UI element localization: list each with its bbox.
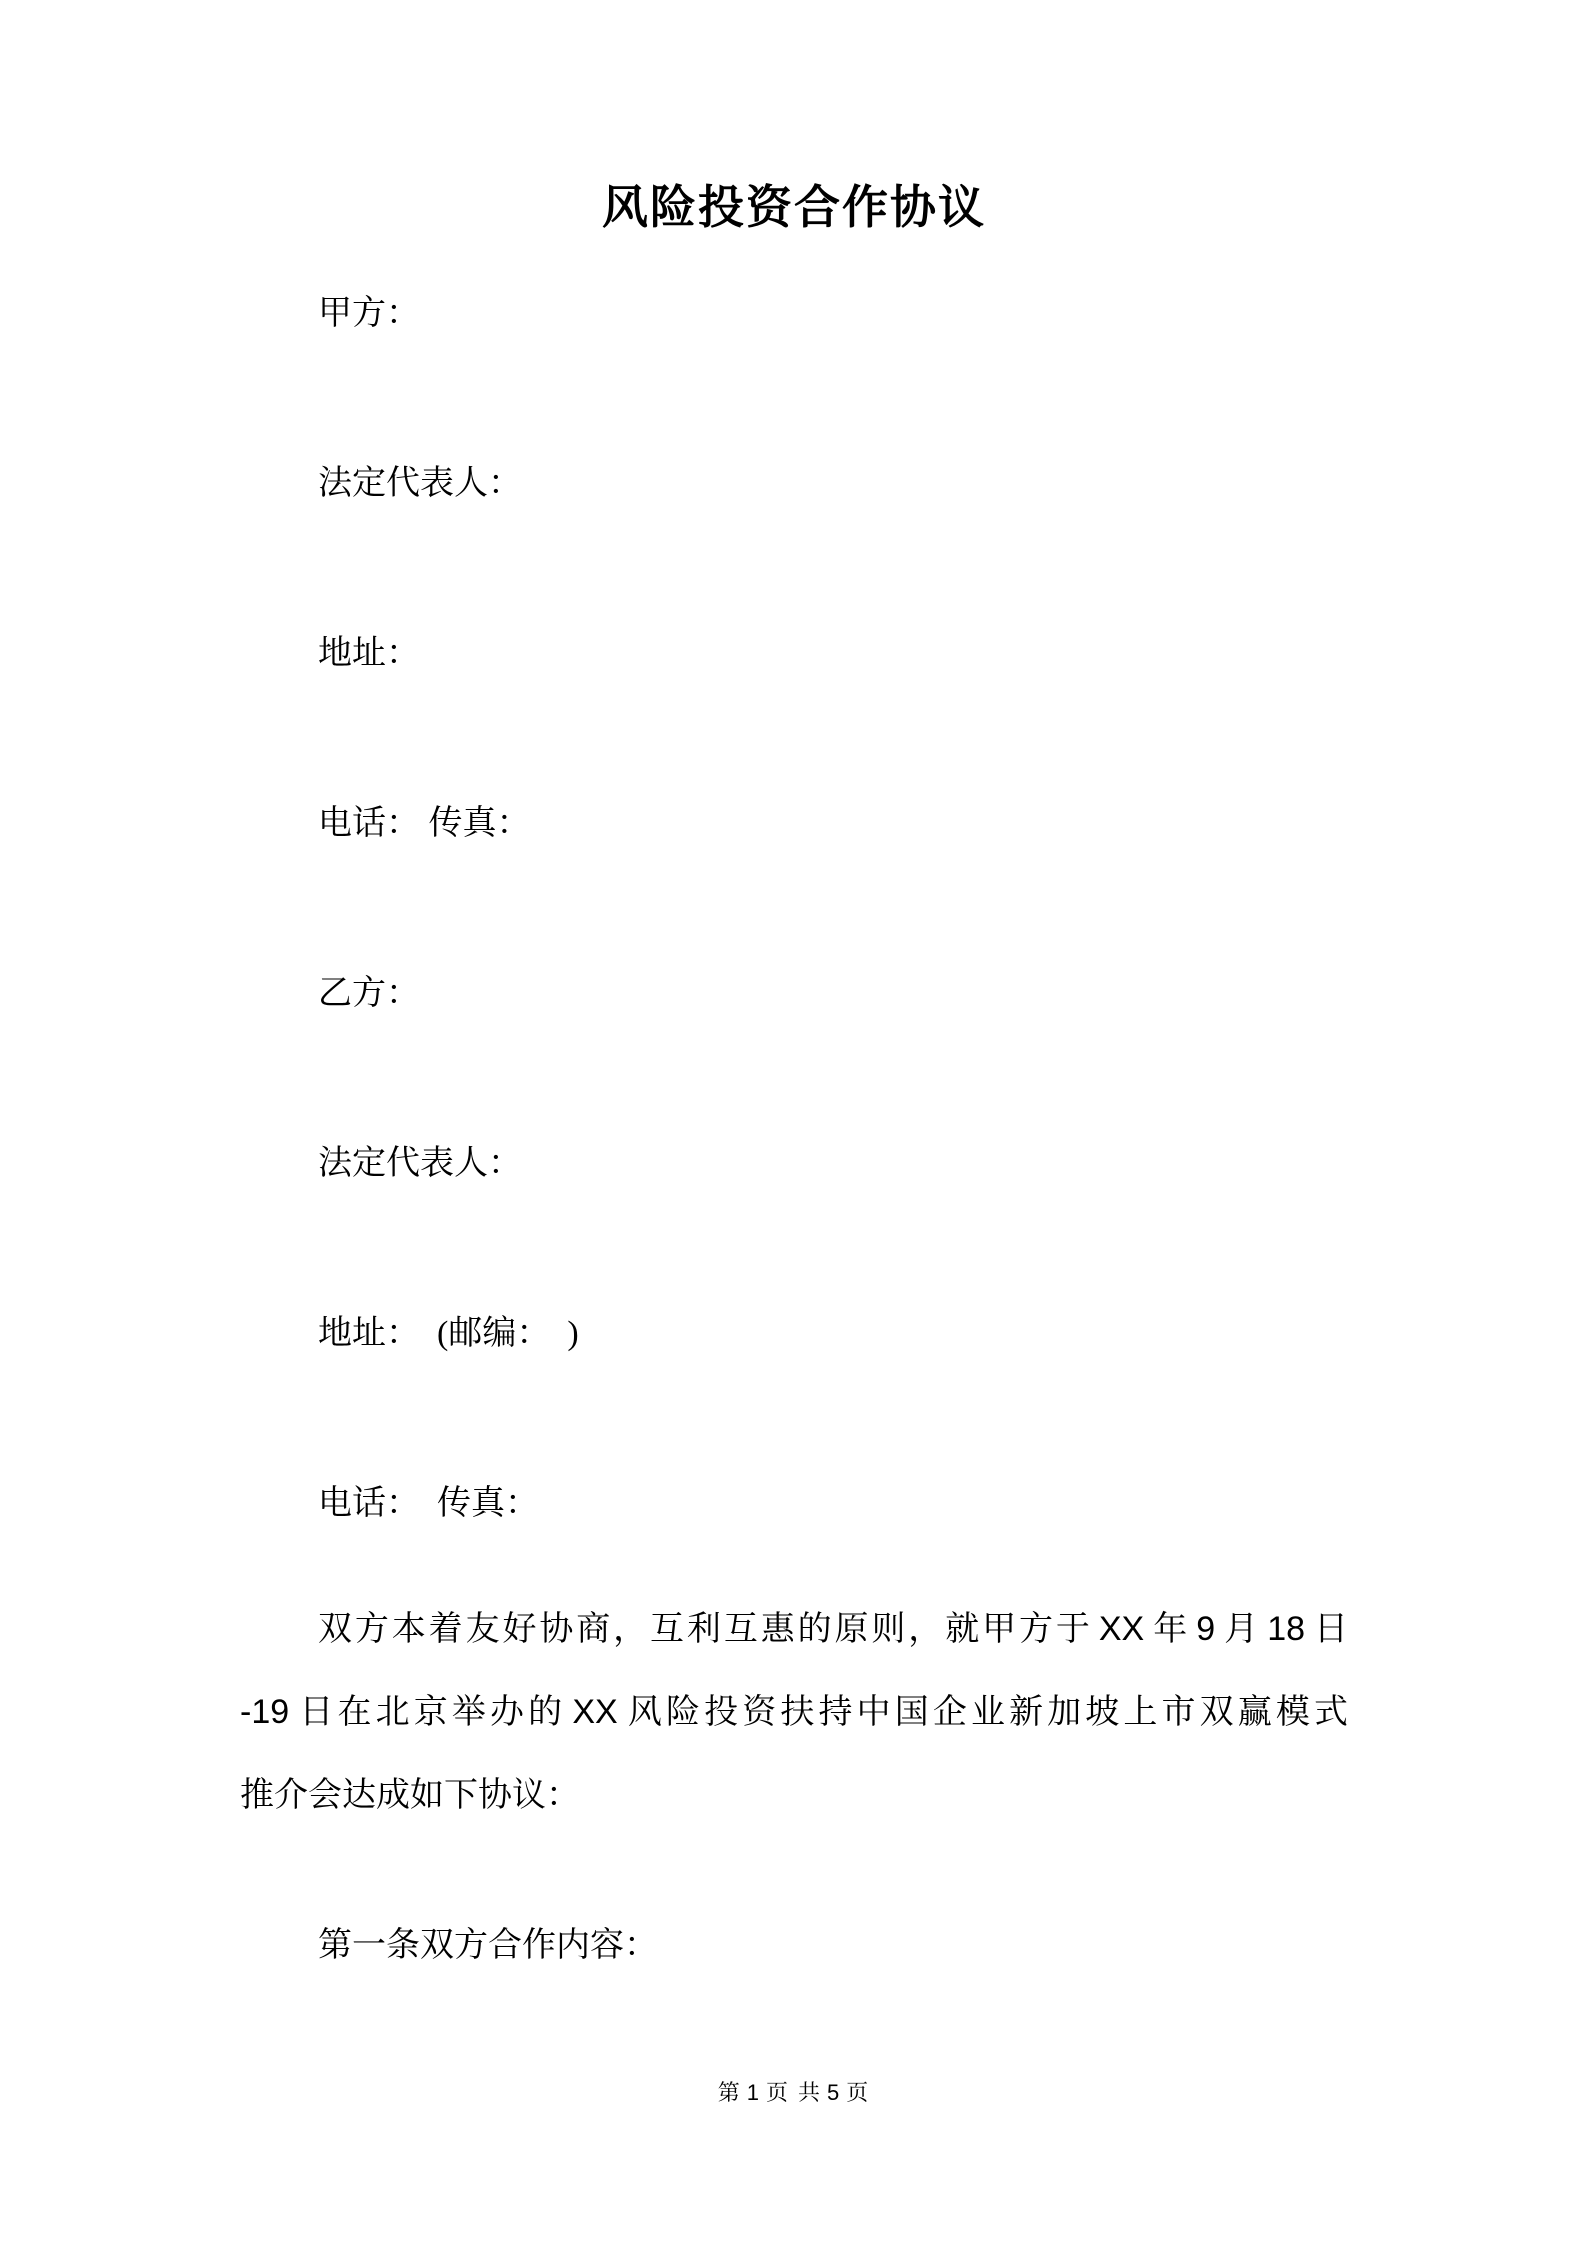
footer-text: 第 xyxy=(717,2080,740,2105)
paragraph-text: 日 xyxy=(1311,1611,1349,1648)
footer-page-number: 1 xyxy=(746,2080,759,2105)
paragraph-text: 推介会达成如下协议： xyxy=(240,1777,580,1814)
paragraph-line-3 xyxy=(240,1754,1348,1837)
clause-heading: 第一条双方合作内容： xyxy=(318,1927,658,1964)
field-party-a: 甲方： xyxy=(318,295,420,332)
intro-paragraph xyxy=(240,1588,1348,1837)
field-legal-rep-b: 法定代表人： xyxy=(318,1145,522,1182)
paragraph-text: 风险投资扶持中国企业新加坡上市双赢模式 xyxy=(623,1694,1349,1731)
paragraph-line-2 xyxy=(240,1671,1348,1754)
paragraph-text: 年 xyxy=(1150,1611,1191,1648)
footer-text: 页 xyxy=(765,2080,788,2105)
paragraph-text: 月 xyxy=(1221,1611,1262,1648)
page-footer xyxy=(0,2078,1586,2108)
paragraph-text: XX xyxy=(1098,1610,1145,1648)
field-phone-fax-a: 电话： 传真： xyxy=(318,805,531,842)
field-phone-fax-b: 电话： 传真： xyxy=(318,1485,539,1522)
footer-text: 共 xyxy=(798,2080,821,2105)
footer-text: 页 xyxy=(846,2080,869,2105)
document-content xyxy=(240,176,1348,1968)
paragraph-line-1 xyxy=(240,1588,1348,1671)
paragraph-text: -19 xyxy=(240,1693,290,1731)
field-legal-rep-a: 法定代表人： xyxy=(318,465,522,502)
paragraph-text: 日在北京举办的 xyxy=(295,1694,567,1731)
paragraph-text: 9 xyxy=(1196,1610,1216,1648)
field-party-b: 乙方： xyxy=(318,975,420,1012)
field-address-b: 地址： (邮编： ) xyxy=(318,1315,579,1352)
paragraph-text: 双方本着友好协商，互利互惠的原则，就甲方于 xyxy=(318,1611,1093,1648)
document-title: 风险投资合作协议 xyxy=(602,182,986,233)
paragraph-text: XX xyxy=(572,1693,618,1731)
field-address-a: 地址： xyxy=(318,635,420,672)
paragraph-text: 18 xyxy=(1267,1610,1306,1648)
footer-total-pages: 5 xyxy=(827,2080,840,2105)
